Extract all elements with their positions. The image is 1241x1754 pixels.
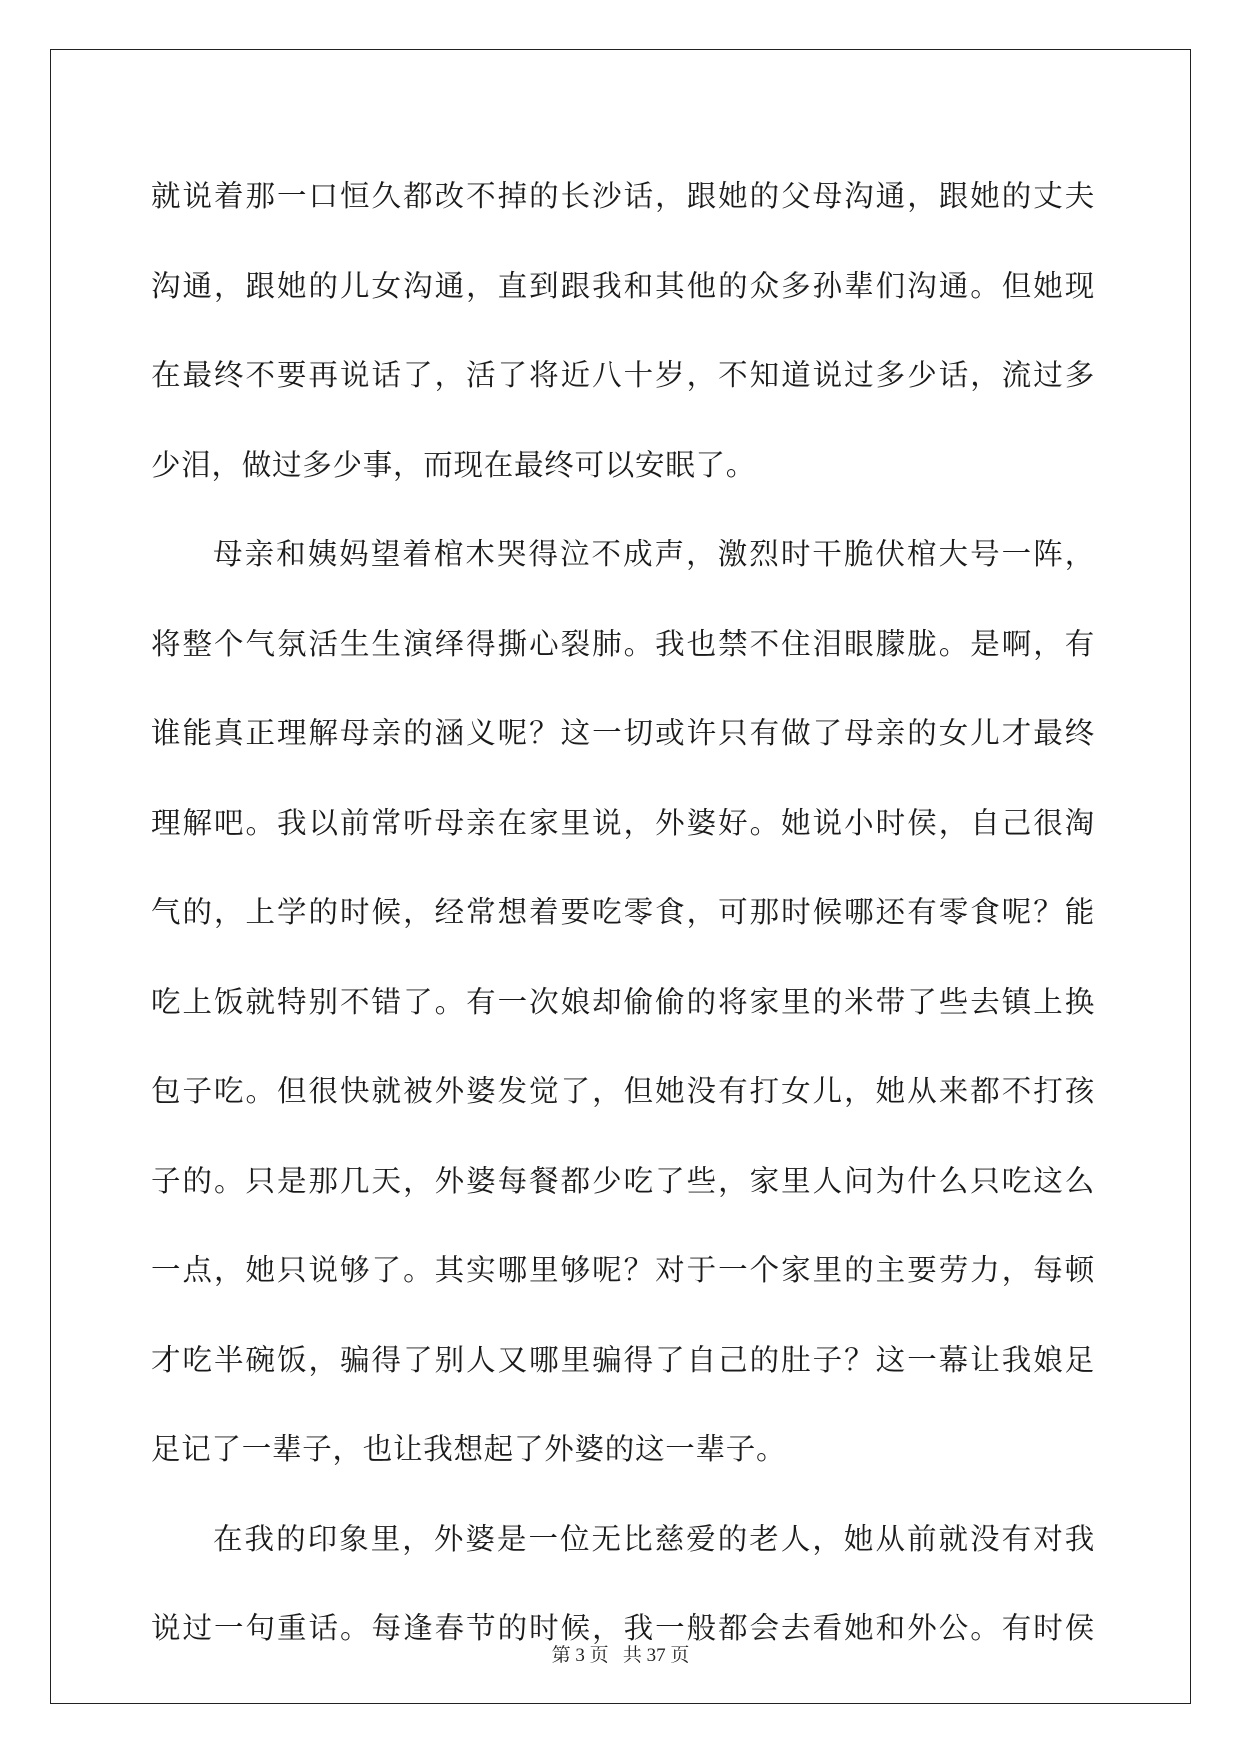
text-line: 吃上饭就特别不错了。有一次娘却偷偷的将家里的米带了些去镇上换 [151,984,1095,1019]
text-line: 一点，她只说够了。其实哪里够呢？对于一个家里的主要劳力，每顿 [151,1253,1095,1287]
page-total: 共 37 页 [622,1645,690,1666]
text-line: 少泪，做过多少事，而现在最终可以安眠了。 [151,447,757,482]
document-body [151,152,1095,1674]
text-line: 就说着那一口恒久都改不掉的长沙话，跟她的父母沟通，跟她的丈夫 [151,179,1095,213]
text-line: 足记了一辈子，也让我想起了外婆的这一辈子。 [151,1432,787,1466]
text-line: 气的，上学的时候，经常想着要吃零食，可那时候哪还有零食呢？能 [151,895,1095,929]
text-line: 说过一句重话。每逢春节的时候，我一般都会去看她和外公。有时侯 [151,1611,1095,1645]
text-line: 沟通，跟她的儿女沟通，直到跟我和其他的众多孙辈们沟通。但她现 [151,268,1095,303]
text-line: 在最终不要再说话了，活了将近八十岁，不知道说过多少话，流过多 [151,358,1095,392]
text-line: 在我的印象里，外婆是一位无比慈爱的老人，她从前就没有对我 [213,1521,1095,1556]
page-number: 第 3 页 [551,1645,609,1666]
paragraph-2 [151,510,1095,1495]
text-line: 子的。只是那几天，外婆每餐都少吃了些，家里人问为什么只吃这么 [151,1163,1095,1198]
page-footer [0,1640,1241,1667]
text-line: 才吃半碗饭，骗得了别人又哪里骗得了自己的肚子？这一幕让我娘足 [151,1342,1095,1377]
text-line: 将整个气氛活生生演绎得撕心裂肺。我也禁不住泪眼朦胧。是啊，有 [151,626,1095,661]
text-line: 包子吃。但很快就被外婆发觉了，但她没有打女儿，她从来都不打孩 [151,1074,1095,1108]
text-line: 谁能真正理解母亲的涵义呢？这一切或许只有做了母亲的女儿才最终 [151,716,1095,750]
paragraph-1 [151,152,1095,510]
text-line: 理解吧。我以前常听母亲在家里说，外婆好。她说小时侯，自己很淘 [151,805,1095,840]
text-line: 母亲和姨妈望着棺木哭得泣不成声，激烈时干脆伏棺大号一阵， [213,537,1095,571]
